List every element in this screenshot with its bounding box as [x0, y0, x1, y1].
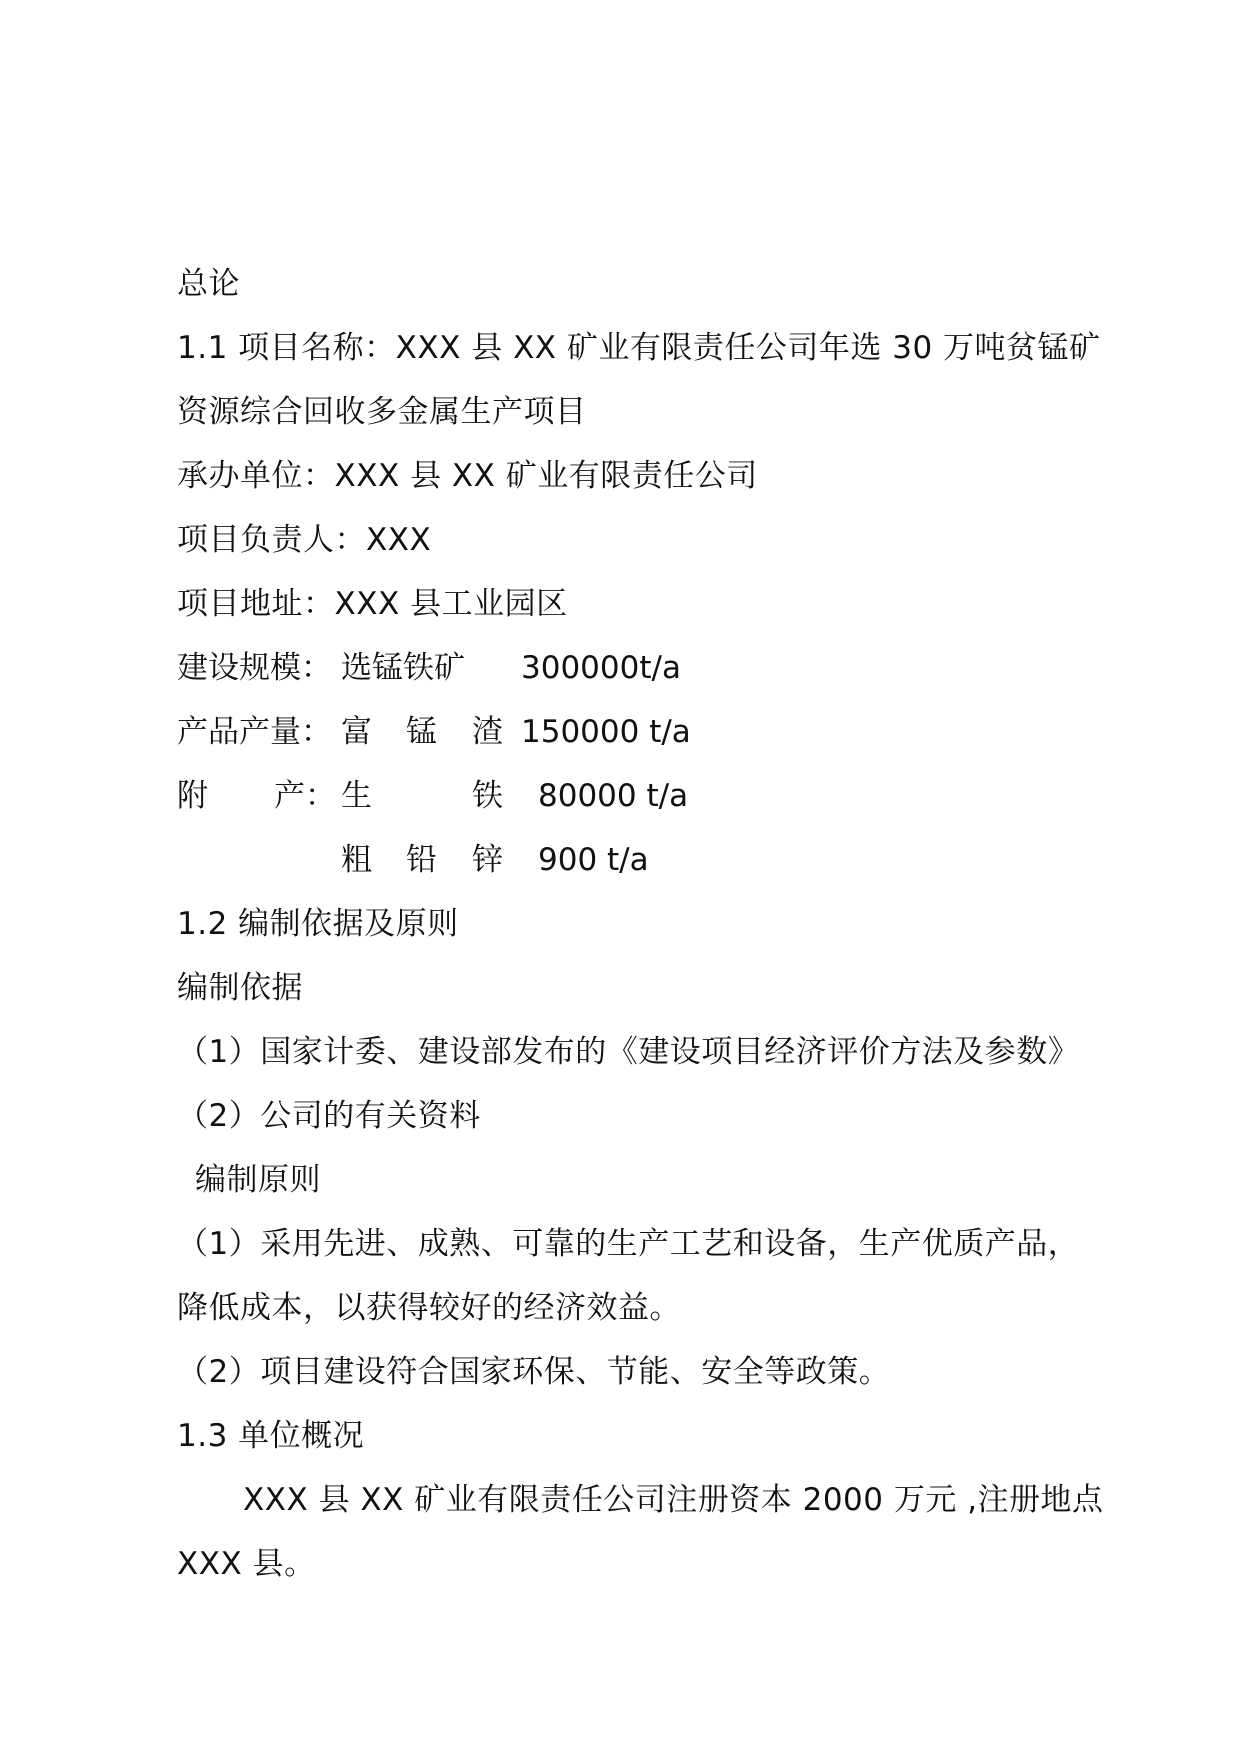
output-char-1: 富: [341, 714, 372, 750]
output-label: 产品产量：: [177, 714, 332, 750]
project-name-line2: 资源综合回收多金属生产项目: [177, 394, 587, 430]
byproduct-label-b: 产：: [274, 778, 336, 814]
output-char-3: 渣: [472, 714, 503, 750]
principle-item-1-line2: 降低成本，以获得较好的经济效益。: [177, 1290, 681, 1326]
section-1-3-heading: 1.3 单位概况: [177, 1418, 365, 1454]
output-char-2: 锰: [406, 714, 437, 750]
principle-item-2: （2）项目建设符合国家环保、节能、安全等政策。: [177, 1354, 891, 1390]
scale-label: 建设规模：: [177, 650, 332, 686]
byproduct2-char-2: 铅: [406, 842, 437, 878]
byproduct2-char-3: 锌: [472, 842, 503, 878]
section-1-2-heading: 1.2 编制依据及原则: [177, 906, 459, 942]
byproduct-label-a: 附: [177, 778, 208, 814]
principle-item-1-line1: （1）采用先进、成熟、可靠的生产工艺和设备，生产优质产品，: [177, 1226, 1080, 1262]
byproduct-value: 80000 t/a: [538, 778, 689, 814]
basis-item-1: （1）国家计委、建设部发布的《建设项目经济评价方法及参数》: [177, 1034, 1080, 1070]
byproduct-char-3: 铁: [472, 778, 503, 814]
basis-item-2: （2）公司的有关资料: [177, 1098, 481, 1134]
scale-item: 选锰铁矿: [341, 650, 465, 686]
section-heading-general: 总论: [177, 266, 240, 302]
basis-title: 编制依据: [177, 970, 303, 1006]
byproduct2-char-1: 粗: [341, 842, 372, 878]
organizer-line: 承办单位：XXX 县 XX 矿业有限责任公司: [177, 458, 758, 494]
scale-value: 300000t/a: [521, 650, 681, 686]
output-value: 150000 t/a: [521, 714, 691, 750]
byproduct-char-1: 生: [341, 778, 372, 814]
overview-line1: XXX 县 XX 矿业有限责任公司注册资本 2000 万元 ,注册地点: [243, 1482, 1104, 1518]
overview-line2: XXX 县。: [177, 1546, 316, 1582]
address-line: 项目地址：XXX 县工业园区: [177, 586, 568, 622]
project-name-line1: 1.1 项目名称：XXX 县 XX 矿业有限责任公司年选 30 万吨贫锰矿: [177, 330, 1101, 366]
byproduct2-value: 900 t/a: [538, 842, 649, 878]
principle-title: 编制原则: [195, 1162, 321, 1198]
leader-line: 项目负责人：XXX: [177, 522, 432, 558]
